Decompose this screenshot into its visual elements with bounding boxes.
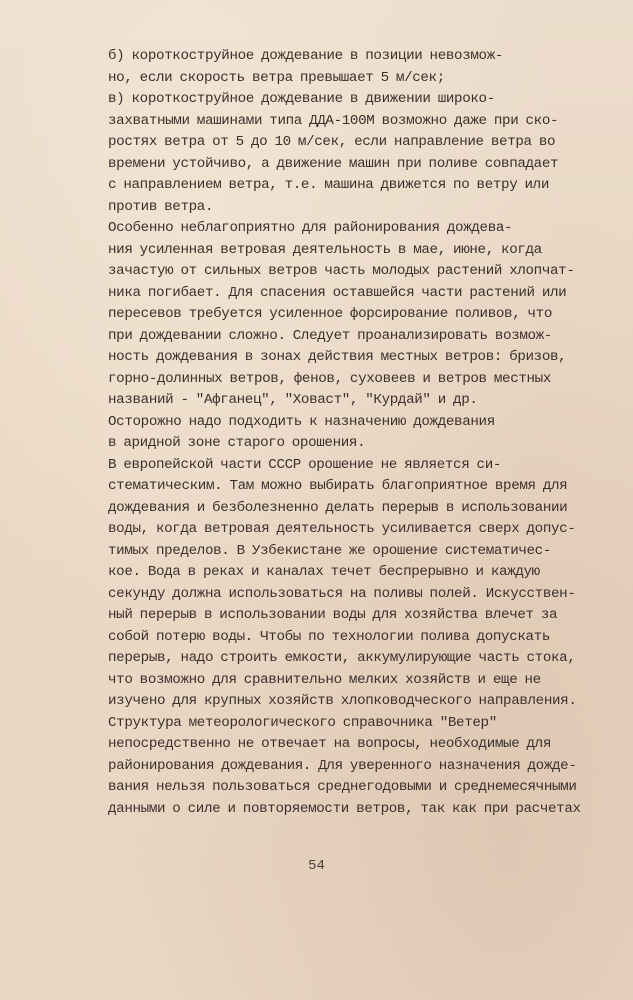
text-line: районирования дождевания. Для уверенного назначения дожде- xyxy=(108,757,577,774)
text-line: изучено для крупных хозяйств хлопководческого направления. xyxy=(108,693,577,709)
text-line: стематическим. Там можно выбирать благоприятное время для xyxy=(108,478,568,494)
text-line: секунду должна использоваться на поливы полей. Искусствен- xyxy=(108,585,576,602)
text-line: ния усиленная ветровая деятельность в мае, июне, когда xyxy=(108,241,542,258)
text-line: Особенно неблагоприятно для районирования дождева- xyxy=(108,220,513,236)
text-line: горно-долинных ветров, фенов, суховеев и ветров местных xyxy=(108,370,552,387)
text-line: кое. Вода в реках и каналах течет беспрерывно и каждую xyxy=(108,564,540,580)
text-line: б) короткоструйное дождевание в позиции невозмож- xyxy=(108,48,504,64)
page-number: 54 xyxy=(308,858,325,874)
text-line: зачастую от сильных ветров часть молодых растений хлопчат- xyxy=(108,263,575,279)
text-line: но, если скорость ветра превышает 5 м/сек; xyxy=(108,69,445,86)
text-line: ростях ветра от 5 до 10 м/сек, если направление ветра во xyxy=(108,134,556,150)
text-line: дождевания и безболезненно делать перерыв в использовании xyxy=(108,499,568,516)
text-line: перерыв, надо строить емкости, аккумулирующие часть стока, xyxy=(108,650,576,666)
text-line: времени устойчиво, а движение машин при поливе совпадает xyxy=(108,155,559,172)
text-line: данными о силе и повторяемости ветров, так как при расчетах xyxy=(108,800,581,817)
text-line: ность дождевания в зонах действия местных ветров: бризов, xyxy=(108,349,567,365)
body-text xyxy=(108,46,610,820)
text-line: воды, когда ветровая деятельность усиливается сверх допус- xyxy=(108,521,576,537)
text-line: собой потерю воды. Чтобы по технологии полива допускать xyxy=(108,628,551,645)
text-line: названий - "Афганец", "Ховаст", "Курдай" и др. xyxy=(108,392,478,408)
text-line: что возможно для сравнительно мелких хозяйств и еще не xyxy=(108,671,541,688)
text-line: в) короткоструйное дождевание в движении широко- xyxy=(108,91,495,107)
text-line: захватными машинами типа ДДА-100М возможно даже при ско- xyxy=(108,112,559,129)
text-line: против ветра. xyxy=(108,198,214,215)
text-line: Структура метеорологического справочника "Ветер" xyxy=(108,714,497,731)
text-line: с направлением ветра, т.е. машина движется по ветру или xyxy=(108,177,550,193)
text-line: непосредственно не отвечает на вопросы, необходимые для xyxy=(108,736,552,752)
text-line: ный перерыв в использовании воды для хозяйства влечет за xyxy=(108,607,558,623)
text-line: пересевов требуется усиленное форсирование поливов, что xyxy=(108,306,553,322)
text-line: в аридной зоне старого орошения. xyxy=(108,435,366,451)
text-line: В европейской части СССР орошение не является си- xyxy=(108,456,502,473)
text-line: ника погибает. Для спасения оставшейся части растений или xyxy=(108,284,567,301)
text-line: тимых пределов. В Узбекистане же орошение систематичес- xyxy=(108,542,552,559)
text-line: Осторожно надо подходить к назначению дождевания xyxy=(108,413,495,430)
text-line: вания нельзя пользоваться среднегодовыми и среднемесячными xyxy=(108,779,577,795)
text-line: при дождевании сложно. Следует проанализировать возмож- xyxy=(108,327,553,344)
